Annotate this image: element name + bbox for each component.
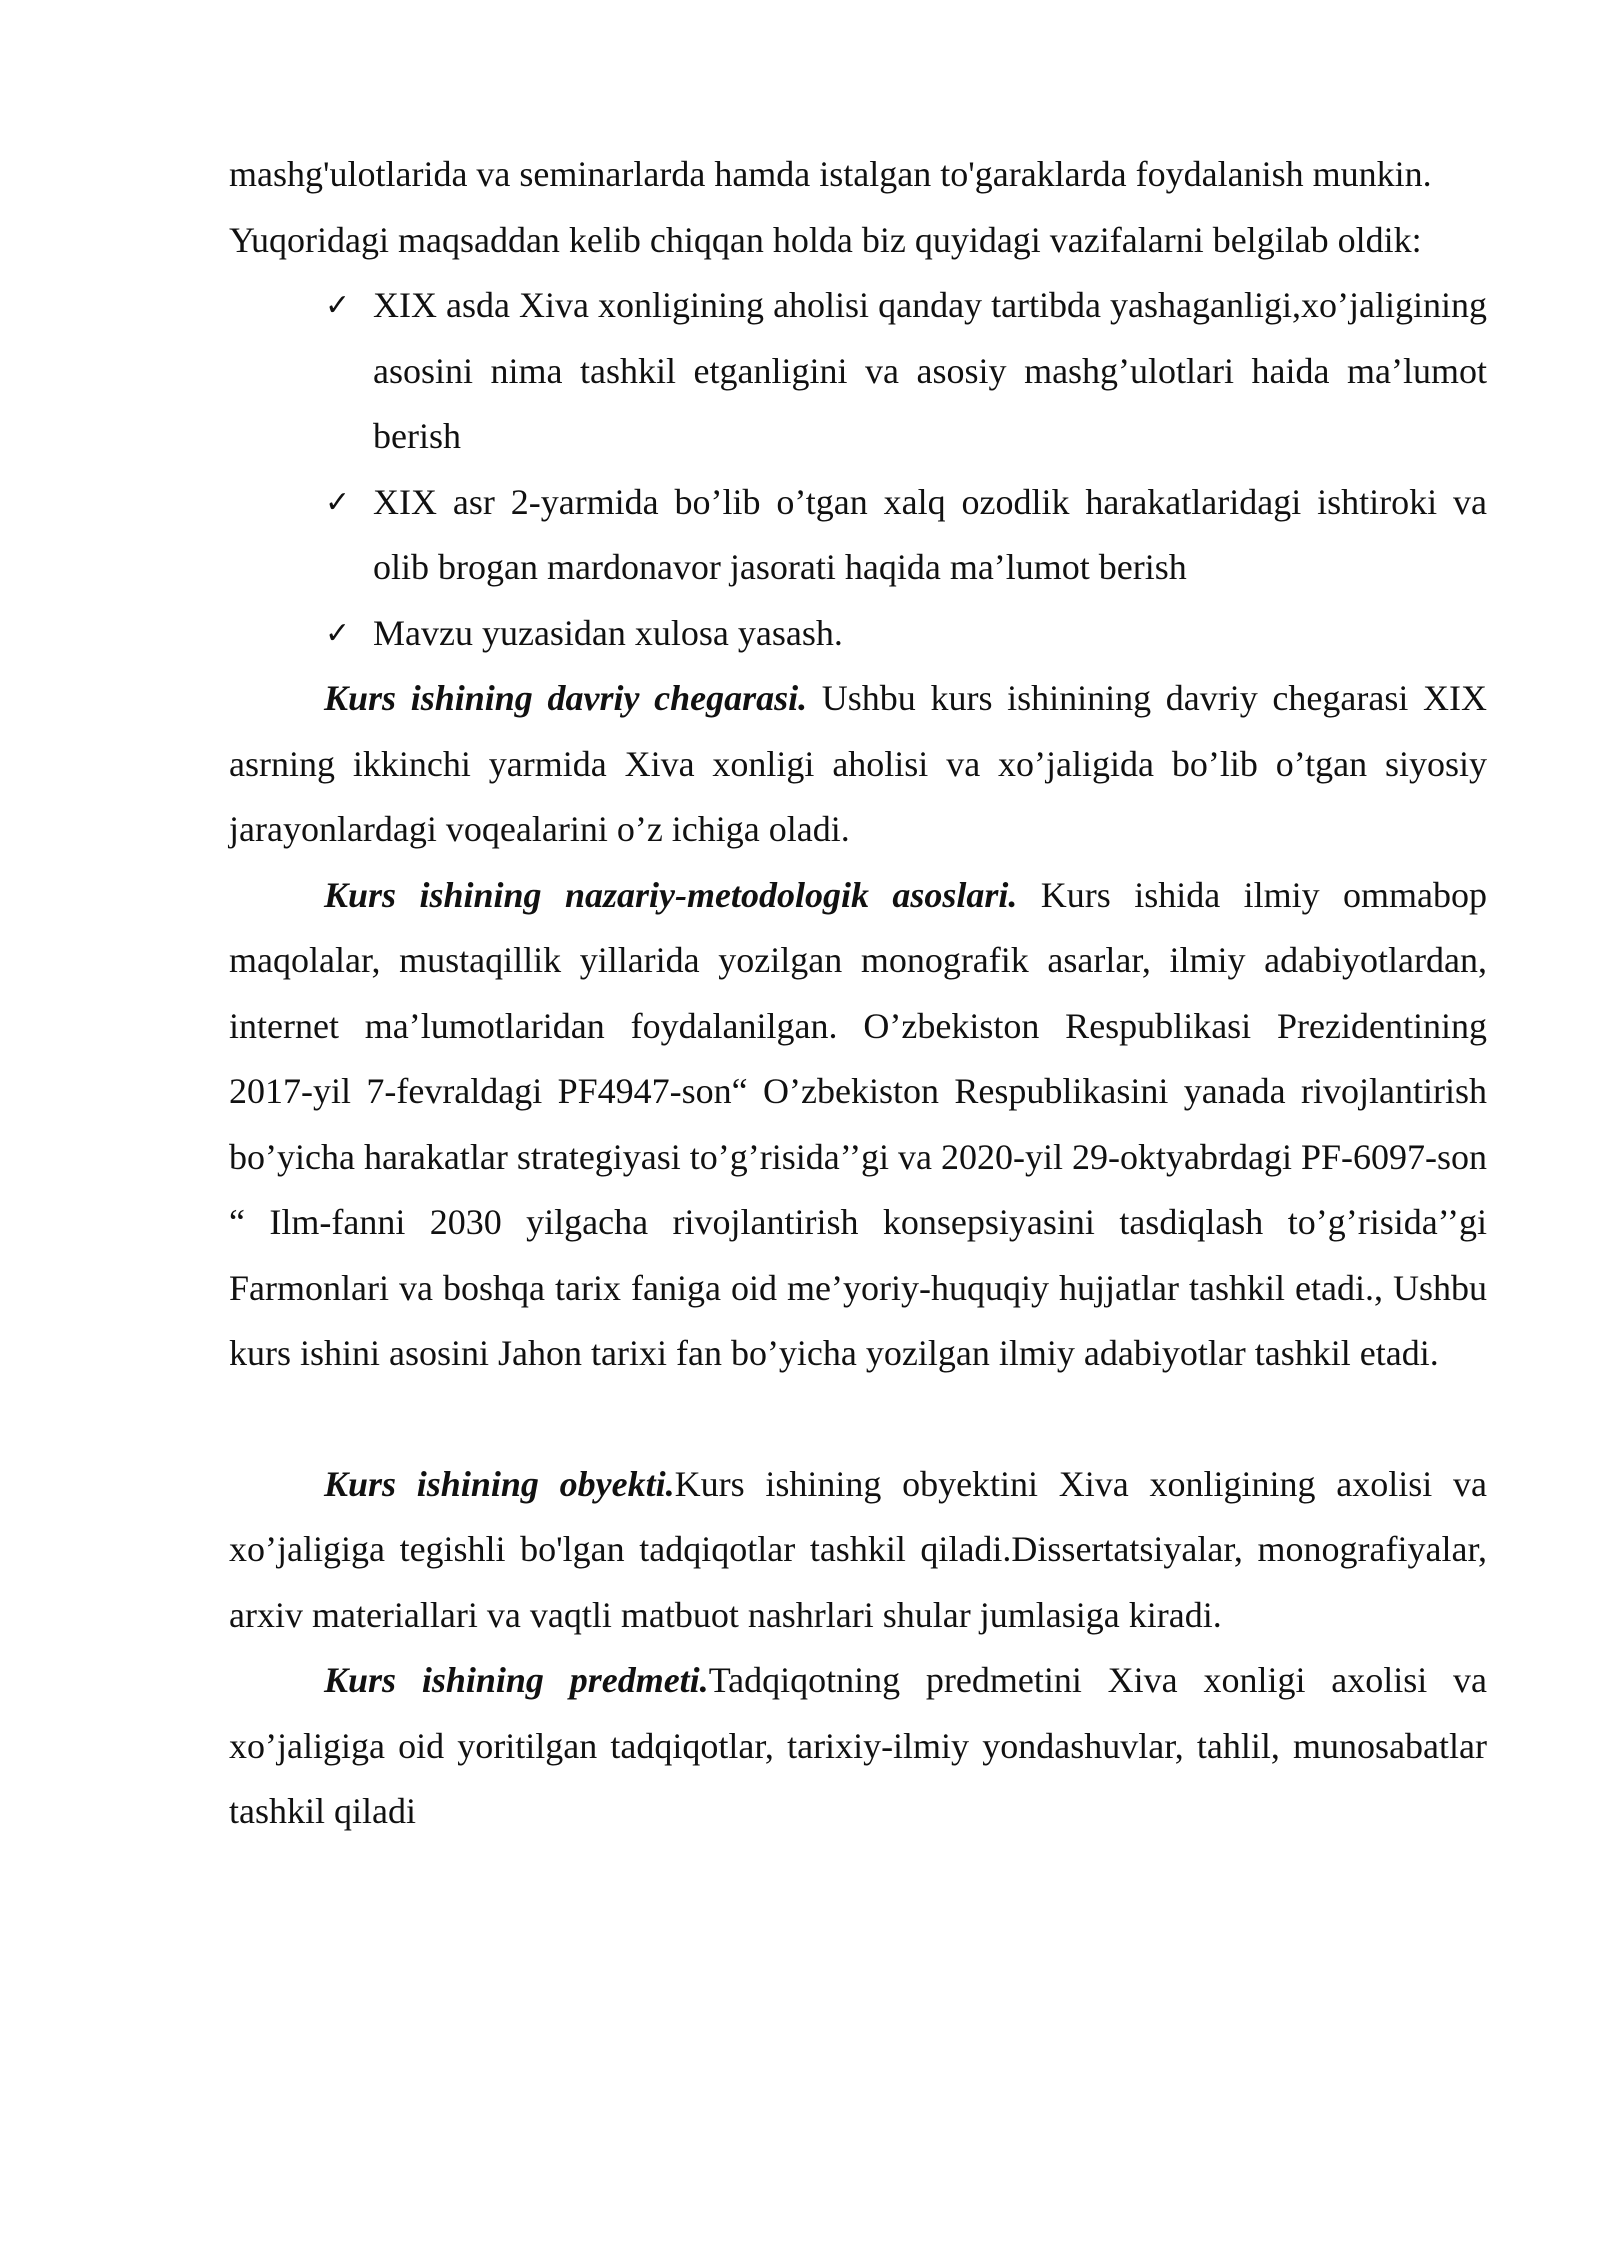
task-text: XIX asr 2-yarmida bo’lib o’tgan xalq ozodlik harakatlaridagi ishtiroki va olib brogan mardonavor jasorati haqida ma’lumot berish [373, 481, 1487, 587]
check-icon: ✓ [325, 615, 351, 651]
task-text: XIX asda Xiva xonligining aholisi qanday tartibda yashaganligi,xo’jaligining asosini nima tashkil etganligini va asosiy mashg’ulotlari haida ma’lumot berish [373, 285, 1487, 456]
section-body: Ushbu kurs ishinining davriy chegarasi XIX asrning ikkinchi yarmida Xiva xonligi aholisi va xo’jaligida bo’lib o’tgan siyosiy jarayonlardagi voqealarini o’z ichiga oladi. [229, 678, 1487, 849]
section-predmeti [229, 1648, 1487, 1845]
paragraph-gap [229, 1387, 1487, 1452]
list-item [325, 601, 1487, 667]
section-heading: Kurs ishining davriy chegarasi. [324, 678, 808, 718]
task-text: Mavzu yuzasidan xulosa yasash. [373, 612, 843, 653]
list-item [325, 273, 1487, 470]
check-icon: ✓ [325, 484, 351, 520]
intro-line-1: mashg'ulotlarida va seminarlarda hamda istalgan to'garaklarda foydalanish munkin. [229, 154, 1432, 194]
check-icon: ✓ [325, 288, 351, 323]
section-obyekti [229, 1452, 1487, 1649]
section-nazariy-asoslari [229, 863, 1487, 1387]
list-item [325, 470, 1487, 601]
section-body: Tadqiqotning predmetini Xiva xonligi axolisi va xo’jaligiga oid yoritilgan tadqiqotlar, tarixiy-ilmiy yondashuvlar, tahlil, munosabatlar tashkil qiladi [229, 1660, 1487, 1831]
section-heading: Kurs ishining predmeti. [324, 1660, 709, 1700]
section-body: Kurs ishining obyektini Xiva xonligining axolisi va xo’jaligiga tegishli bo'lgan tadqiqotlar tashkil qiladi.Dissertatsiyalar, monografiyalar, arxiv materiallari va vaqtli matbuot nashrlari shular jumlasiga kiradi. [229, 1463, 1487, 1635]
section-body: Kurs ishida ilmiy ommabop maqolalar, mustaqillik yillarida yozilgan monografik asarlar, ilmiy adabiyotlardan, internet ma’lumotlaridan foydalanilgan. O’zbekiston Respublikasi Prezidentining 2017-yil 7-fevraldagi PF4947-son“ O’zbekiston Respublikasini yanada rivojlantirish bo’yicha harakatlar strategiyasi to’g’risida’’gi va 2020-yil 29-oktyabrdagi PF-6097-son “ Ilm-fanni 2030 yilgacha rivojlantirish konsepsiyasini tasdiqlash to’g’risida’’gi Farmonlari va boshqa tarix faniga oid me’yoriy-huquqiy hujjatlar tashkil etadi., Ushbu kurs ishini asosini Jahon tarixi fan bo’yicha yozilgan ilmiy adabiyotlar tashkil etadi. [229, 874, 1487, 1373]
section-heading: Kurs ishining nazariy-metodologik asoslari. [324, 874, 1018, 915]
section-heading: Kurs ishining obyekti. [324, 1463, 675, 1504]
task-list [229, 273, 1487, 666]
intro-line-2: Yuqoridagi maqsaddan kelib chiqqan holda biz quyidagi vazifalarni belgilab oldik: [229, 219, 1422, 260]
section-davriy-chegarasi [229, 666, 1487, 863]
